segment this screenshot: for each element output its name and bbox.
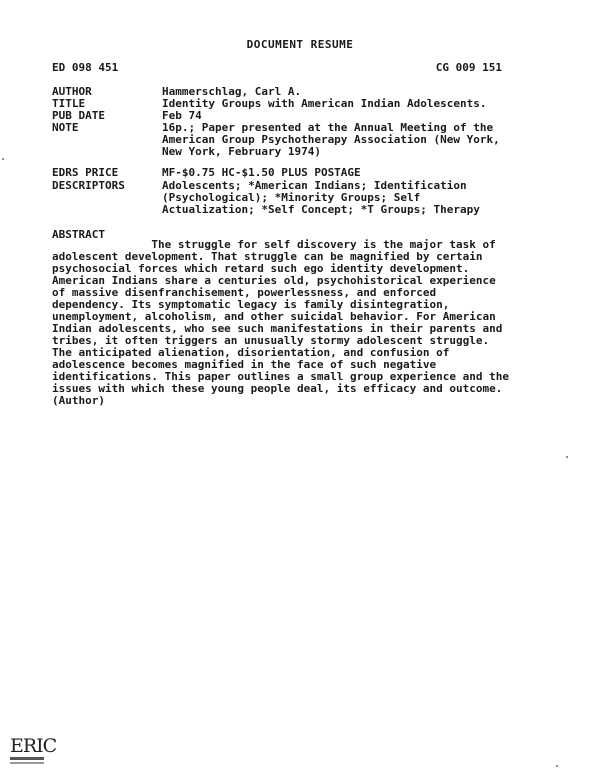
logo-rule bbox=[10, 762, 44, 764]
field-value-edrs-price: MF-$0.75 HC-$1.50 PLUS POSTAGE bbox=[162, 166, 361, 179]
scan-speck bbox=[2, 158, 4, 160]
eric-logo-text: ERIC bbox=[10, 735, 57, 757]
field-label-note: NOTE bbox=[52, 121, 79, 134]
field-label-edrs-price: EDRS PRICE bbox=[52, 166, 119, 179]
field-value-pub-date: Feb 74 bbox=[162, 109, 202, 122]
abstract-line: tribes, it often triggers an unusually stormy adolescent struggle. bbox=[52, 334, 490, 347]
abstract-line: issues with which these young people deal, its efficacy and outcome. bbox=[52, 382, 503, 395]
field-value-note-line: 16p.; Paper presented at the Annual Meeting of the bbox=[162, 121, 494, 134]
logo-rule bbox=[10, 757, 44, 760]
cg-number: CG 009 151 bbox=[435, 61, 502, 74]
abstract-line: American Indians share a centuries old, psychohistorical experience bbox=[52, 274, 496, 287]
abstract-body bbox=[52, 239, 552, 407]
field-value-title: Identity Groups with American Indian Adolescents. bbox=[162, 97, 487, 110]
abstract-line: identifications. This paper outlines a small group experience and the bbox=[52, 370, 509, 383]
scan-speck bbox=[566, 456, 568, 458]
scan-speck bbox=[556, 765, 558, 767]
abstract-line: psychosocial forces which retard such ego identity development. bbox=[52, 262, 470, 275]
abstract-line: adolescence becomes magnified in the face of such negative bbox=[52, 358, 437, 371]
abstract-line: of massive disenfranchisement, powerlessness, and enforced bbox=[52, 286, 437, 299]
abstract-line: Indian adolescents, who see such manifestations in their parents and bbox=[52, 322, 503, 335]
abstract-line: The anticipated alienation, disorientation, and confusion of bbox=[52, 346, 450, 359]
ed-number: ED 098 451 bbox=[52, 61, 119, 74]
abstract-line: The struggle for self discovery is the major task of bbox=[52, 238, 496, 251]
field-value-descriptors-line: Adolescents; *American Indians; Identification bbox=[162, 179, 467, 192]
abstract-line: dependency. Its symptomatic legacy is family disintegration, bbox=[52, 298, 450, 311]
field-value-descriptors-line: Actualization; *Self Concept; *T Groups; Therapy bbox=[162, 203, 480, 216]
eric-logo bbox=[10, 735, 57, 766]
field-value-author: Hammerschlag, Carl A. bbox=[162, 85, 302, 98]
abstract-line: adolescent development. That struggle can be magnified by certain bbox=[52, 250, 483, 263]
field-value-note-line: American Group Psychotherapy Association (New York, bbox=[162, 133, 500, 146]
abstract-line: (Author) bbox=[52, 394, 105, 407]
field-label-author: AUTHOR bbox=[52, 85, 92, 98]
field-value-note-line: New York, February 1974) bbox=[162, 145, 321, 158]
field-label-title: TITLE bbox=[52, 97, 86, 110]
field-label-pub-date: PUB DATE bbox=[52, 109, 105, 122]
document-title: DOCUMENT RESUME bbox=[246, 38, 354, 51]
field-value-descriptors-line: (Psychological); *Minority Groups; Self bbox=[162, 191, 421, 204]
abstract-heading: ABSTRACT bbox=[52, 228, 105, 241]
abstract-line: unemployment, alcoholism, and other suicidal behavior. For American bbox=[52, 310, 496, 323]
field-label-descriptors: DESCRIPTORS bbox=[52, 179, 125, 192]
